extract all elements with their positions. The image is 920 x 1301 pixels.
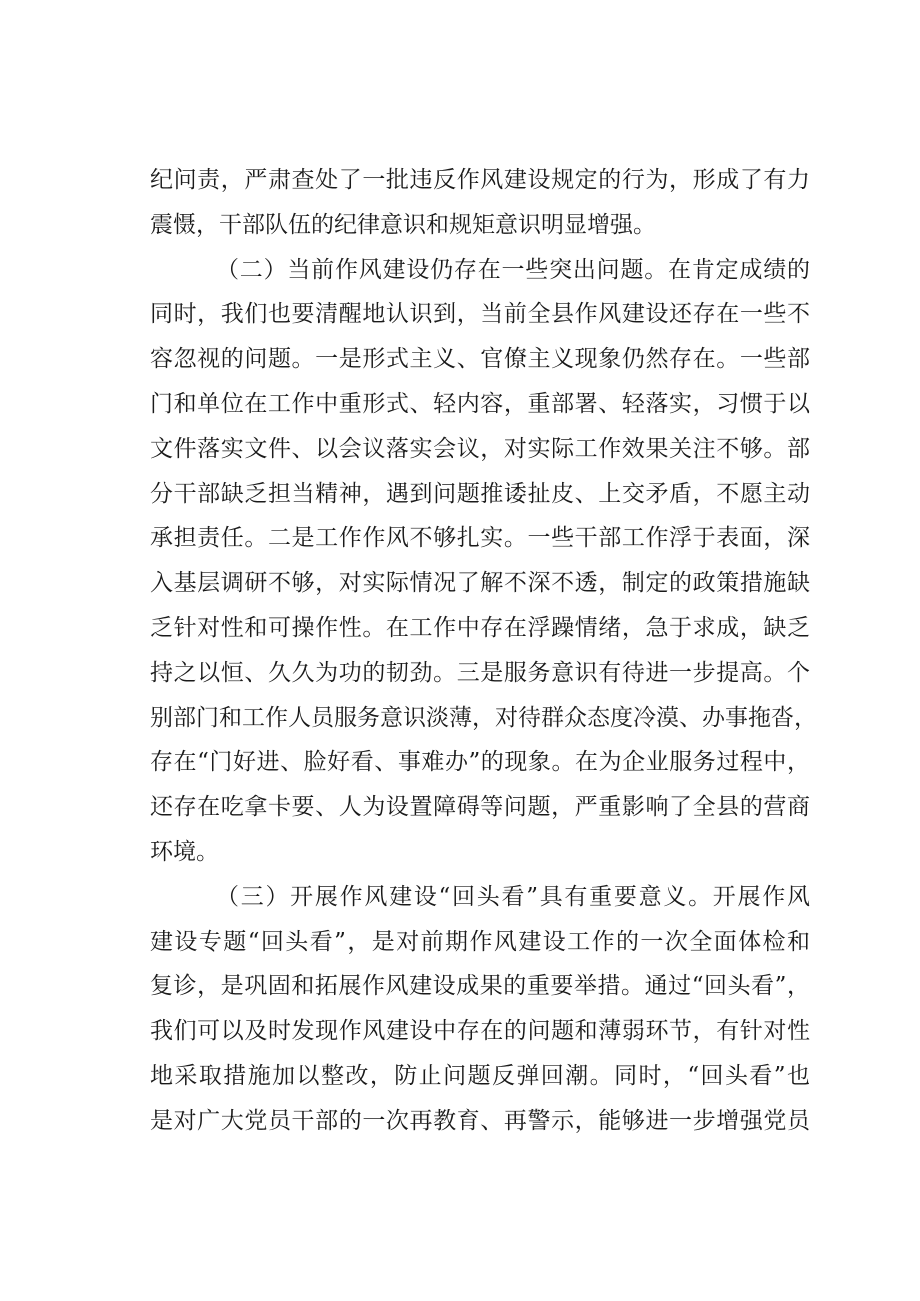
section-heading-line: （二）当前作风建设仍存在一些突出问题。在肯定成绩的 [216, 256, 810, 283]
text-line: 门和单位在工作中重形式、轻内容，重部署、轻落实，习惯于以 [150, 390, 810, 417]
text-line: 建设专题“回头看”，是对前期作风建设工作的一次全面体检和 [150, 928, 810, 955]
text-line: 容忽视的问题。一是形式主义、官僚主义现象仍然存在。一些部 [150, 346, 810, 373]
section-heading-line: （三）开展作风建设“回头看”具有重要意义。开展作风 [216, 883, 810, 910]
text-line: 纪问责，严肃查处了一批违反作风建设规定的行为，形成了有力 [150, 167, 810, 193]
text-line: 还存在吃拿卡要、人为设置障碍等问题，严重影响了全县的营商 [150, 794, 810, 821]
text-line: 别部门和工作人员服务意识淡薄，对待群众态度冷漠、办事拖沓， [150, 704, 817, 731]
text-line: 乏针对性和可操作性。在工作中存在浮躁情绪，急于求成，缺乏 [150, 614, 810, 641]
text-line: 承担责任。二是工作作风不够扎实。一些干部工作浮于表面，深 [150, 525, 810, 552]
text-line: 震慑，干部队伍的纪律意识和规矩意识明显增强。 [150, 211, 656, 238]
text-line: 我们可以及时发现作风建设中存在的问题和薄弱环节，有针对性 [150, 1018, 810, 1045]
text-line: 同时，我们也要清醒地认识到，当前全县作风建设还存在一些不 [150, 301, 810, 328]
text-line: 是对广大党员干部的一次再教育、再警示，能够进一步增强党员 [150, 1107, 810, 1134]
text-line: 分干部缺乏担当精神，遇到问题推诿扯皮、上交矛盾，不愿主动 [150, 480, 810, 507]
text-line: 持之以恒、久久为功的韧劲。三是服务意识有待进一步提高。个 [150, 659, 810, 686]
text-line: 复诊，是巩固和拓展作风建设成果的重要举措。通过“回头看”， [150, 973, 810, 1000]
text-line: 入基层调研不够，对实际情况了解不深不透，制定的政策措施缺 [150, 570, 810, 597]
text-line: 文件落实文件、以会议落实会议，对实际工作效果关注不够。部 [150, 435, 810, 462]
text-line: 存在“门好进、脸好看、事难办”的现象。在为企业服务过程中， [150, 749, 810, 776]
text-line: 地采取措施加以整改，防止问题反弹回潮。同时，“回头看”也 [150, 1062, 810, 1089]
document-body [150, 158, 817, 1144]
text-line: 环境。 [150, 838, 219, 865]
